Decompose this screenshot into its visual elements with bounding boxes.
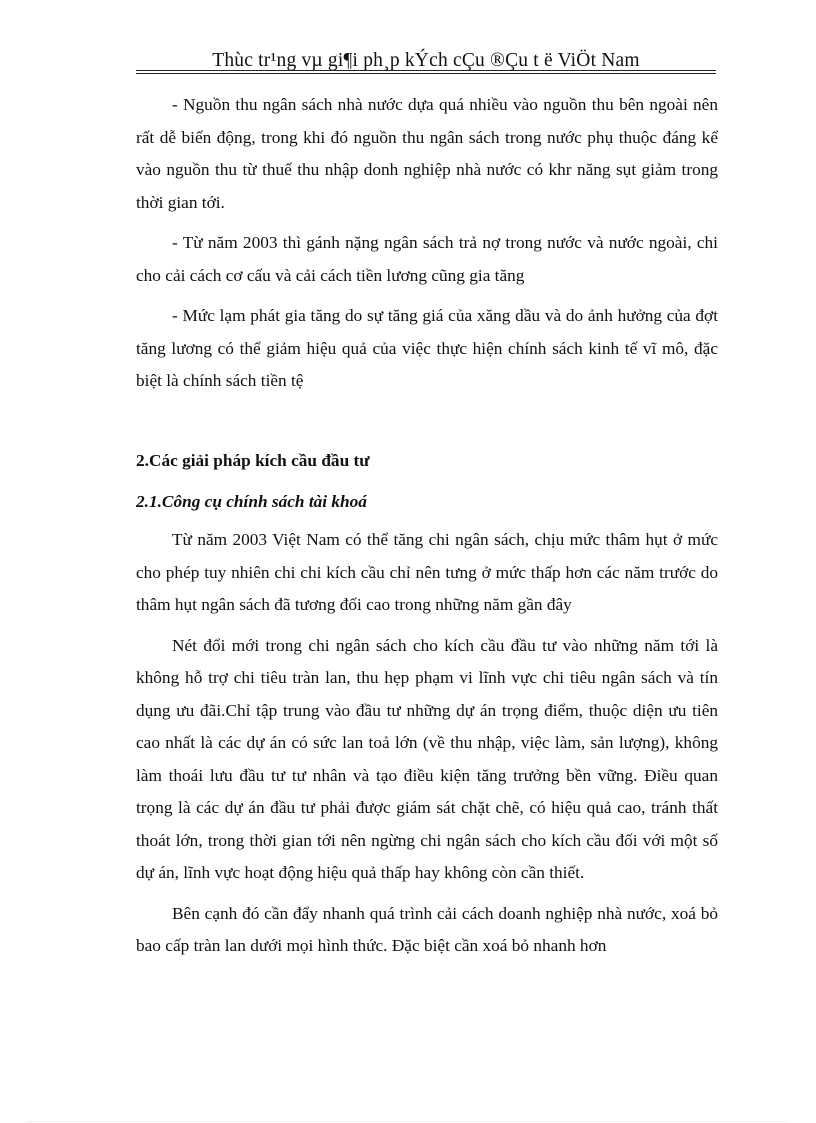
page-bottom-divider [28, 1121, 788, 1122]
paragraph-spending-reform: Nét đổi mới trong chi ngân sách cho kích cầu đầu tư vào những năm tới là không hỗ trợ chi tiêu tràn lan, thu hẹp phạm vi lĩnh vực chi tiêu ngân sách và tín dụng ưu đãi.Chỉ tập trung vào đầu tư những dự án trọng điểm, thuộc diện ưu tiên cao nhất là các dự án có sức lan toả lớn (về thu nhập, việc làm, sản lượng), không làm thoái lưu đầu tư tư nhân và tạo điều kiện tăng trưởng bền vững. Điều quan trọng là các dự án đầu tư phải được giám sát chặt chẽ, có hiệu quả cao, tránh thất thoát lớn, trong thời gian tới nên ngừng chi ngân sách cho kích cầu đối với một số dự án, lĩnh vực hoạt động hiệu quả thấp hay không còn cần thiết. [136, 635, 718, 882]
paragraph-budget-spending: Từ năm 2003 Việt Nam có thể tăng chi ngân sách, chịu mức thâm hụt ở mức cho phép tuy nhiên chi chi kích cầu chỉ nên tưng ở mức thấp hơn các năm trước do thâm hụt ngân sách đã tương đối cao trong những năm gần đây [136, 530, 718, 614]
paragraph-budget-revenue: - Nguồn thu ngân sách nhà nước dựa quá nhiều vào nguồn thu bên ngoài nên rất dễ biến động, trong khi đó nguồn thu ngân sách trong nước phụ thuộc đáng kể vào nguồn thu từ thuế thu nhập donh nghiệp nhà nước có khr năng sụt giảm trong thời gian tới. [136, 95, 718, 212]
header-rule-bottom [136, 73, 716, 74]
subsection-heading: 2.1.Công cụ chính sách tài khoá [136, 492, 367, 511]
top-paragraphs [136, 89, 718, 406]
paragraph-soe-reform: Bên cạnh đó cần đẩy nhanh quá trình cải cách doanh nghiệp nhà nước, xoá bỏ bao cấp tràn lan dưới mọi hình thức. Đặc biệt cần xoá bỏ nhanh hơn [136, 903, 718, 955]
section-heading: 2.Các giải pháp kích cầu đầu tư [136, 451, 370, 470]
bottom-paragraphs [136, 524, 718, 971]
running-header: Thùc tr¹ng vµ gi¶i ph¸p kÝch cÇu ®Çu t ë ViÖt Nam [212, 50, 640, 71]
paragraph-debt-burden: - Từ năm 2003 thì gánh nặng ngân sách trả nợ trong nước và nước ngoài, chi cho cải cách cơ cấu và cải cách tiền lương cũng gia tăng [136, 233, 718, 285]
header-rule-top [136, 70, 716, 71]
paragraph-inflation: - Mức lạm phát gia tăng do sự tăng giá của xăng dầu và do ảnh hưởng của đợt tăng lương có thể giảm hiệu quả của việc thực hiện chính sách kinh tế vĩ mô, đặc biệt là chính sách tiền tệ [136, 306, 718, 390]
